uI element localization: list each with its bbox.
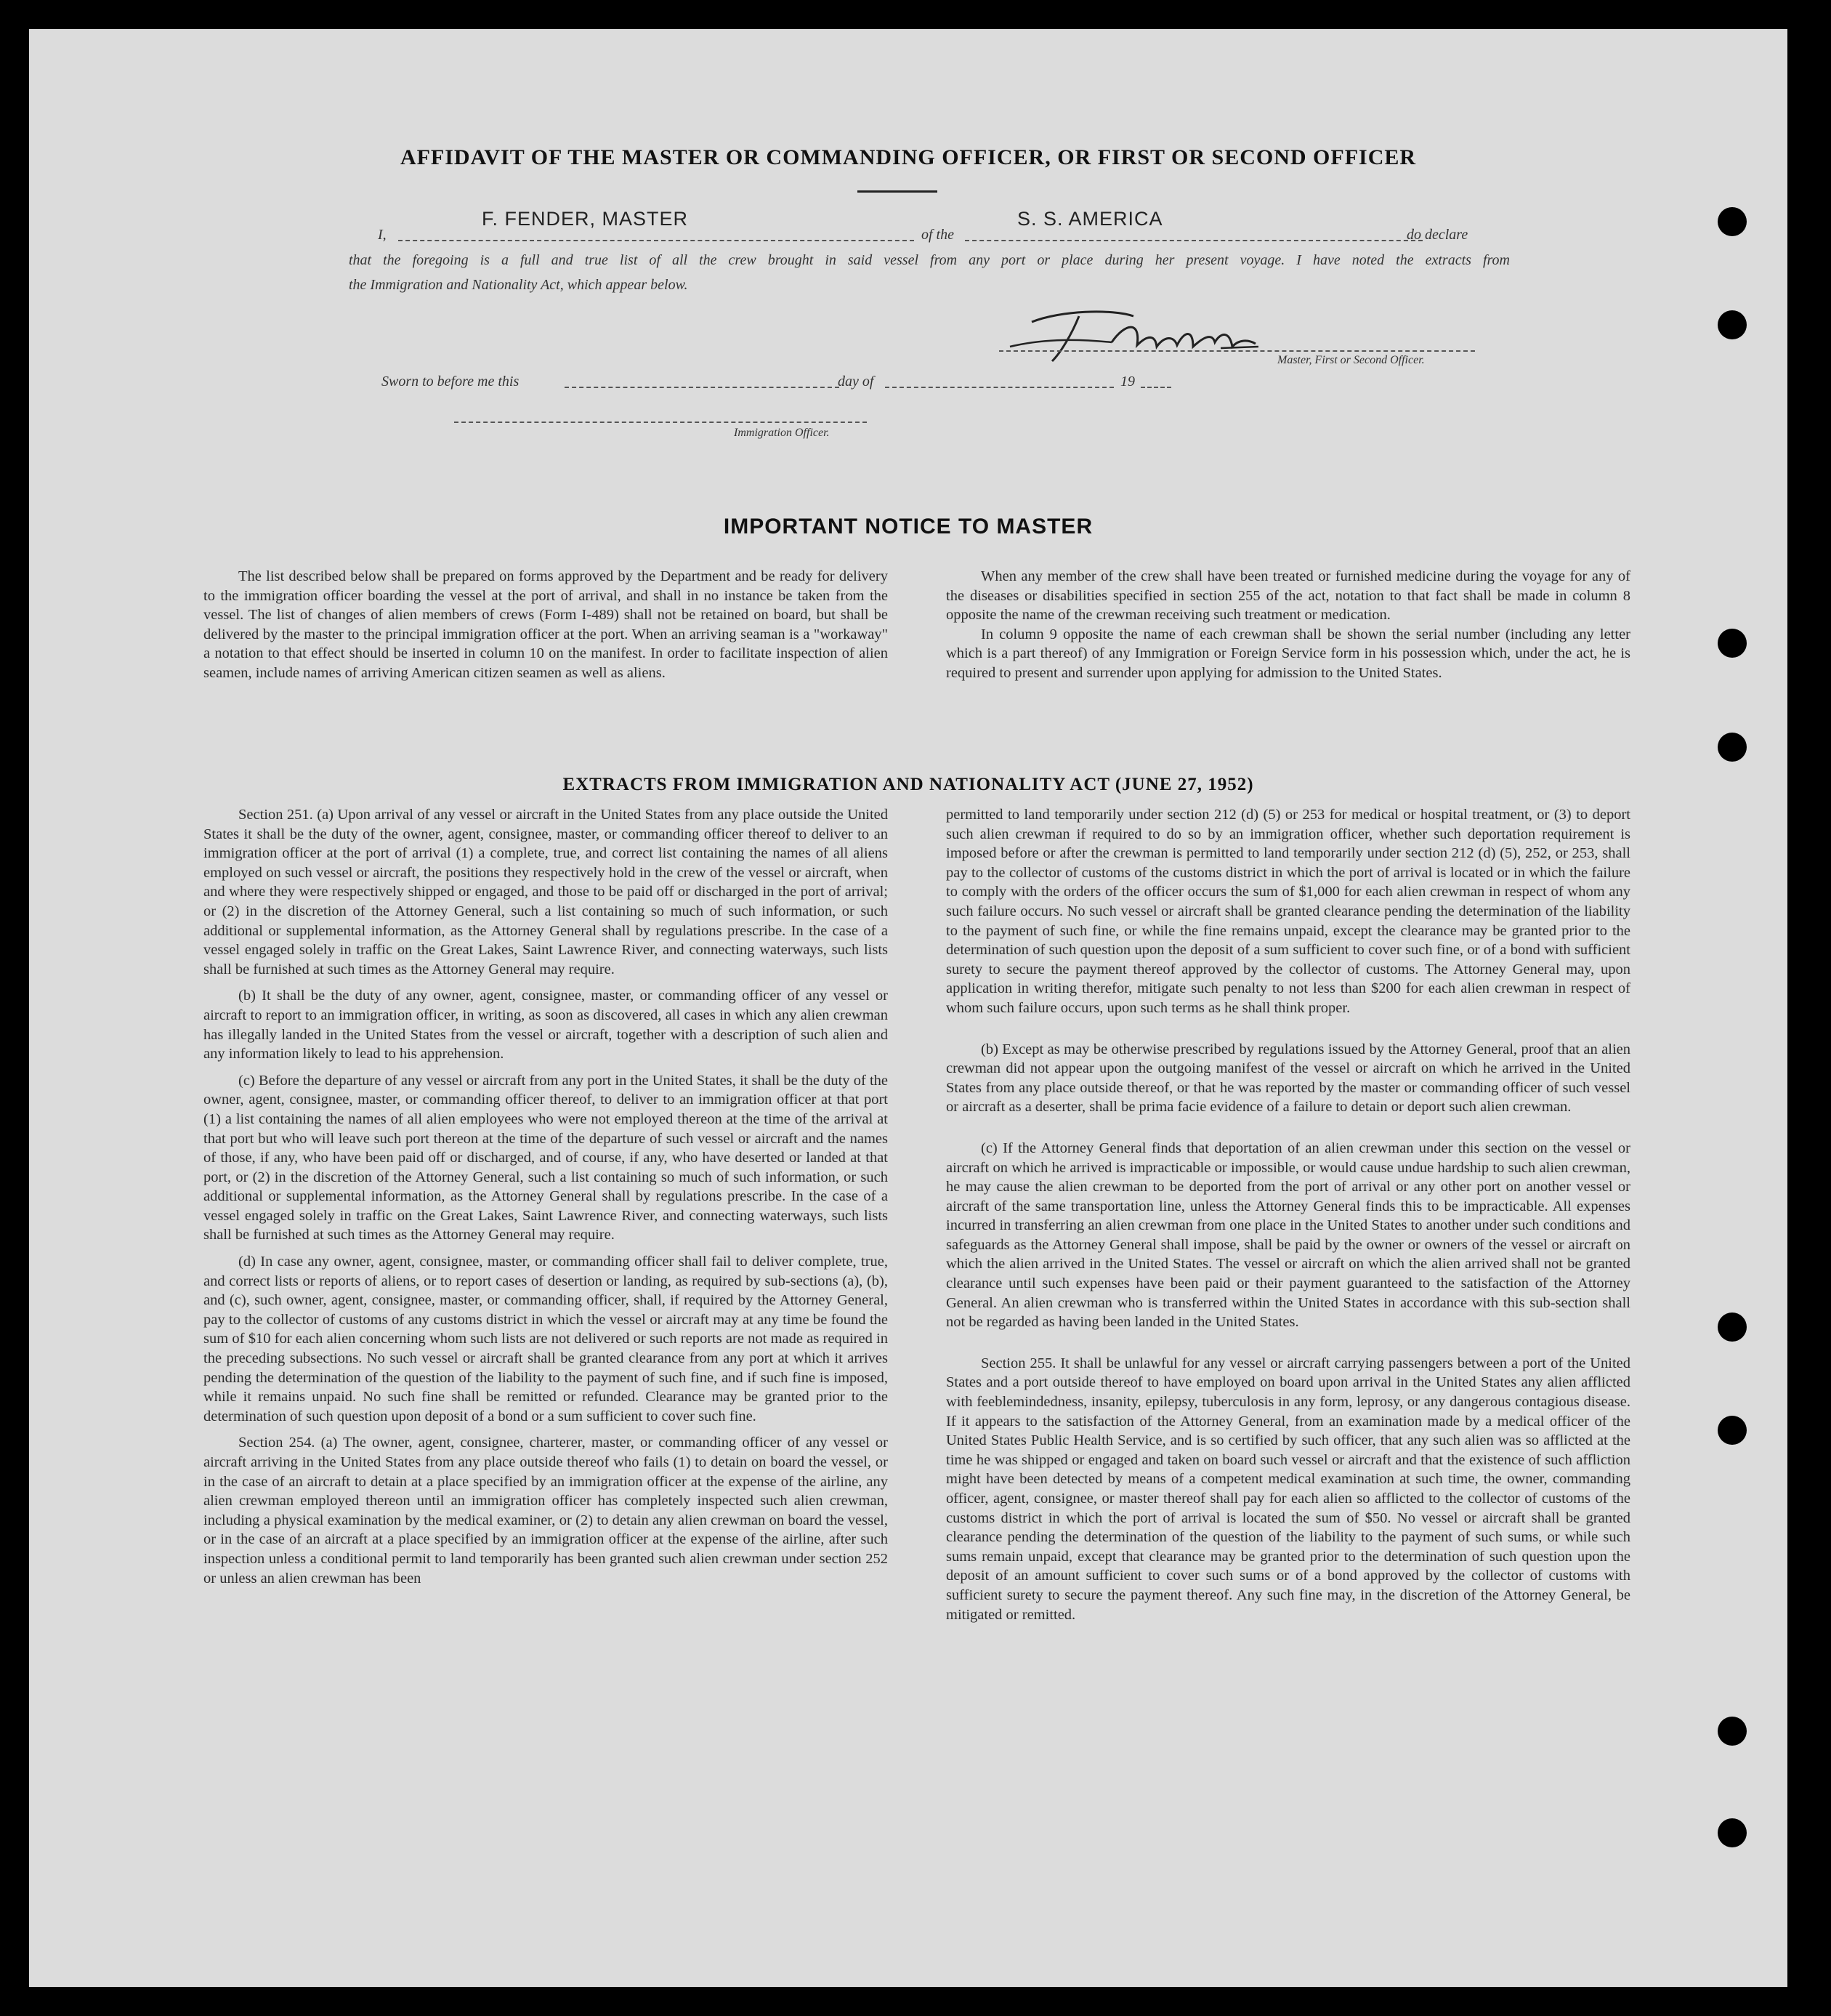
binder-hole xyxy=(1718,1717,1747,1746)
year-prefix: 19 xyxy=(1120,374,1135,390)
notice-title: IMPORTANT NOTICE TO MASTER xyxy=(723,515,1094,539)
vessel-name-value: S. S. AMERICA xyxy=(1017,208,1163,230)
notice-paragraph: In column 9 opposite the name of each crewman shall be shown the serial number (including any letter which is a part thereof) of any Immigration or Foreign Service form in his possession which, under the act, he is required to present and surrender upon applying for admission to the United States. xyxy=(946,626,1630,681)
signature-line xyxy=(999,350,1475,352)
notice-right-column xyxy=(946,567,1630,683)
binder-hole xyxy=(1718,1416,1747,1445)
sworn-label: Sworn to before me this xyxy=(381,374,520,390)
vessel-line xyxy=(965,240,1423,241)
notice-left-column xyxy=(203,567,888,683)
extracts-title: EXTRACTS FROM IMMIGRATION AND NATIONALITY ACT (JUNE 27, 1952) xyxy=(562,775,1254,794)
master-signature xyxy=(1003,294,1264,374)
notice-paragraph: The list described below shall be prepared on forms approved by the Department and be ready for delivery to the immigration officer boarding the vessel at the port of arrival, and shall in no instance be taken from the vessel. The list of changes of alien members of crews (Form I-489) shall not be retained on board, but shall be delivered by the master to the principal immigration officer at the port. When an arriving seaman is a "workaway" a notation to that effect should be inserted in column 10 on the manifest. In order to facilitate inspection of alien seamen, include names of arriving American citizen seamen as well as aliens. xyxy=(203,568,888,681)
binder-hole xyxy=(1718,207,1747,236)
extract-paragraph: (b) It shall be the duty of any owner, agent, consignee, master, or commanding officer of any vessel or aircraft to report to an immigration officer, in writing, as soon as discovered, all cases in which any alien crewman has illegally landed in the United States from the vessel or aircraft, together with a description of such alien and any information likely to lead to his apprehension. xyxy=(203,988,888,1063)
extract-paragraph: (c) Before the departure of any vessel or aircraft from any port in the United States, it shall be the duty of the owner, agent, consignee, master, or commanding officer thereof, to deliver to an immigration officer at that port (1) a list containing the names of all alien employees who were not employed thereon at the time of the arrival at that port but who will leave such port thereon at the time of the departure of such vessel or aircraft and the names of those, if any, who have been paid off or discharged, and of course, if any, who have deserted or landed at that port, or (2) in the discretion of the Attorney General, such a list containing so much of such information, or such additional or supplemental information, as the Attorney General shall by regulations prescribe. In the case of a vessel engaged solely in traffic on the Great Lakes, Saint Lawrence River, and connecting waterways, such lists shall be furnished at such times as the Attorney General may require. xyxy=(203,1072,888,1243)
day-of-label: day of xyxy=(838,374,874,390)
binder-hole xyxy=(1718,733,1747,762)
extract-paragraph: Section 255. It shall be unlawful for any vessel or aircraft carrying passengers between a port of the United States and a port outside thereof to have employed on board upon arrival in the United States any alien afflicted with feeblemindedness, insanity, epilepsy, tuberculosis in any form, leprosy, or any dangerous contagious disease. If it appears to the satisfaction of the Attorney General, from an examination made by a medical officer of the United States Public Health Service, and is so certified by such officer, that any such alien was so afflicted at the time he was shipped or engaged and taken on board such vessel or aircraft and that the existence of such affliction might have been detected by means of a competent medical examination at such time, the owner, commanding officer, agent, consignee, or master thereof shall pay for each alien so afflicted to the collector of customs of the customs district in which the port of arrival is located the sum of $50. No vessel or aircraft shall be granted clearance pending the determination of the question of the liability to the payment of such sums, or while such sums remain unpaid, except that clearance may be granted prior to the determination of such question upon the deposit of an amount sufficient to cover such sums or of a bond approved by the collector of customs with sufficient surety to secure the payment thereof. Any such fine may, in the discretion of the Attorney General, be mitigated or remitted. xyxy=(946,1355,1630,1623)
sworn-line xyxy=(565,387,839,388)
title-divider xyxy=(857,190,937,193)
declaration-of-the: of the xyxy=(921,227,954,243)
name-line xyxy=(398,240,914,241)
year-line xyxy=(1141,387,1171,388)
declaration-do-declare: do declare xyxy=(1407,227,1468,243)
extract-paragraph: Section 251. (a) Upon arrival of any vessel or aircraft in the United States from any place outside the United States it shall be the duty of the owner, agent, consignee, master, or commanding officer thereof to deliver to an immigration officer at the port of arrival (1) a complete, true, and correct list containing the names of all aliens employed on such vessel or aircraft, the positions they respectively hold in the crew of the vessel or aircraft, when and where they were respectively shipped or engaged, and those to be paid off or discharged in the port of arrival; or (2) in the discretion of the Attorney General, such a list containing so much of such information, or such additional or supplemental information, as the Attorney General shall by regulations prescribe. In the case of a vessel engaged solely in traffic on the Great Lakes, Saint Lawrence River, and connecting waterways, such lists shall be furnished at such times as the Attorney General may require. xyxy=(203,807,888,977)
extracts-right-column xyxy=(946,805,1630,1624)
day-line xyxy=(885,387,1114,388)
signature-caption: Master, First or Second Officer. xyxy=(1277,354,1425,366)
extract-paragraph: (c) If the Attorney General finds that deportation of an alien crewman under this section on the vessel or aircraft on which he arrived is impracticable or impossible, or would cause undue hardship to such alien crewman, he may cause the alien crewman to be deported from the port of arrival or any other port on another vessel or aircraft of the same transportation line, unless the Attorney General finds this to be impracticable. All expenses incurred in transferring an alien crewman from one place in the United States to another under such conditions and safeguards as the Attorney General shall impose, shall be paid by the owner or owners of the vessel or aircraft on which the alien arrived in the United States. The vessel or aircraft on which the alien arrived shall not be granted clearance until such expenses have been paid or their payment guaranteed to the satisfaction of the Attorney General. An alien crewman who is transferred within the United States in accordance with this sub-section shall not be regarded as having been landed in the United States. xyxy=(946,1140,1630,1331)
extract-paragraph: (d) In case any owner, agent, consignee, master, or commanding officer shall fail to deliver complete, true, and correct lists or reports of aliens, or to report cases of desertion or landing, as required by sub-sections (a), (b), and (c), such owner, agent, consignee, master, or commanding officer, shall, if required by the Attorney General, pay to the collector of customs of any customs district in which the vessel or aircraft may at any time be found the sum of $10 for each alien concerning whom such lists are not delivered or such reports are not made as required in the preceding subsections. No such vessel or aircraft shall be granted clearance from any port at which it arrives pending the determination of the question of the liability to the payment of such fine, and if such fine is imposed, while it remains unpaid. No such fine shall be remitted or refunded. Clearance may be granted prior to the determination of such question upon deposit of a bond or a sum sufficient to cover such fine. xyxy=(203,1254,888,1424)
declaration-line-2: that the foregoing is a full and true list of all the crew brought in said vessel from any port or place during her present voyage. I have noted the extracts from xyxy=(349,252,1510,268)
immigration-officer-line xyxy=(454,422,867,423)
declaration-line-3: the Immigration and Nationality Act, which appear below. xyxy=(349,277,688,293)
document-page xyxy=(29,29,1787,1987)
immigration-officer-caption: Immigration Officer. xyxy=(734,427,830,439)
extract-paragraph: Section 254. (a) The owner, agent, consignee, charterer, master, or commanding officer of any vessel or aircraft arriving in the United States from any place outside thereof who fails (1) to detain on board the vessel, or in the case of an aircraft to detain at a place specified by an immigration officer at the expense of the airline, any alien crewman employed thereon until an immigration officer has completely inspected such alien crewman, including a physical examination by the medical examiner, or (2) to detain any alien crewman on board the vessel, or in the case of an aircraft at a place specified by an immigration officer at the expense of the airline, after such inspection unless a conditional permit to land temporarily has been granted such alien crewman under section 252 or unless an alien crewman has been xyxy=(203,1435,888,1586)
notice-paragraph: When any member of the crew shall have been treated or furnished medicine during the voyage for any of the diseases or disabilities specified in section 255 of the act, notation to that fact shall be made in column 8 opposite the name of the crewman receiving such treatment or medication. xyxy=(946,568,1630,624)
affidavit-title: AFFIDAVIT OF THE MASTER OR COMMANDING OFFICER, OR FIRST OR SECOND OFFICER xyxy=(400,145,1417,169)
extracts-left-column xyxy=(203,805,888,1588)
extract-paragraph: permitted to land temporarily under section 212 (d) (5) or 253 for medical or hospital treatment, or (3) to deport such alien crewman if required to do so by an immigration officer, whether such deportation requirement is imposed before or after the crewman is permitted to land temporarily under section 212 (d) (5), 252, or 253, shall pay to the collector of customs of the customs district in which the port of arrival is located or in which the failure to comply with the orders of the officer occurs the sum of $1,000 for each alien crewman in respect of whom any such failure occurs. No such vessel or aircraft shall be granted clearance pending the determination of the liability to the payment of such fine, or while the fine remains unpaid, except the clearance may be granted prior to the determination of such question upon the deposit of a sum sufficient to cover such fine, or of a bond with sufficient surety to secure the payment thereof approved by the collector of customs. The Attorney General may, upon application in writing therefor, mitigate such penalty to not less than $200 for each alien crewman in respect of whom such failure occurs, upon such terms as he shall think proper. xyxy=(946,807,1630,1016)
binder-hole xyxy=(1718,1313,1747,1342)
binder-hole xyxy=(1718,310,1747,339)
declaration-prefix: I, xyxy=(378,227,387,243)
master-name-value: F. FENDER, MASTER xyxy=(482,208,689,230)
binder-hole xyxy=(1718,629,1747,658)
extract-paragraph: (b) Except as may be otherwise prescribed by regulations issued by the Attorney General, proof that an alien crewman did not appear upon the outgoing manifest of the vessel or aircraft on which he arrived in the United States from any place outside thereof, or that he was reported by the master or commanding officer of such vessel or aircraft as a deserter, shall be prima facie evidence of a failure to detain or deport such alien crewman. xyxy=(946,1041,1630,1116)
binder-hole xyxy=(1718,1818,1747,1847)
